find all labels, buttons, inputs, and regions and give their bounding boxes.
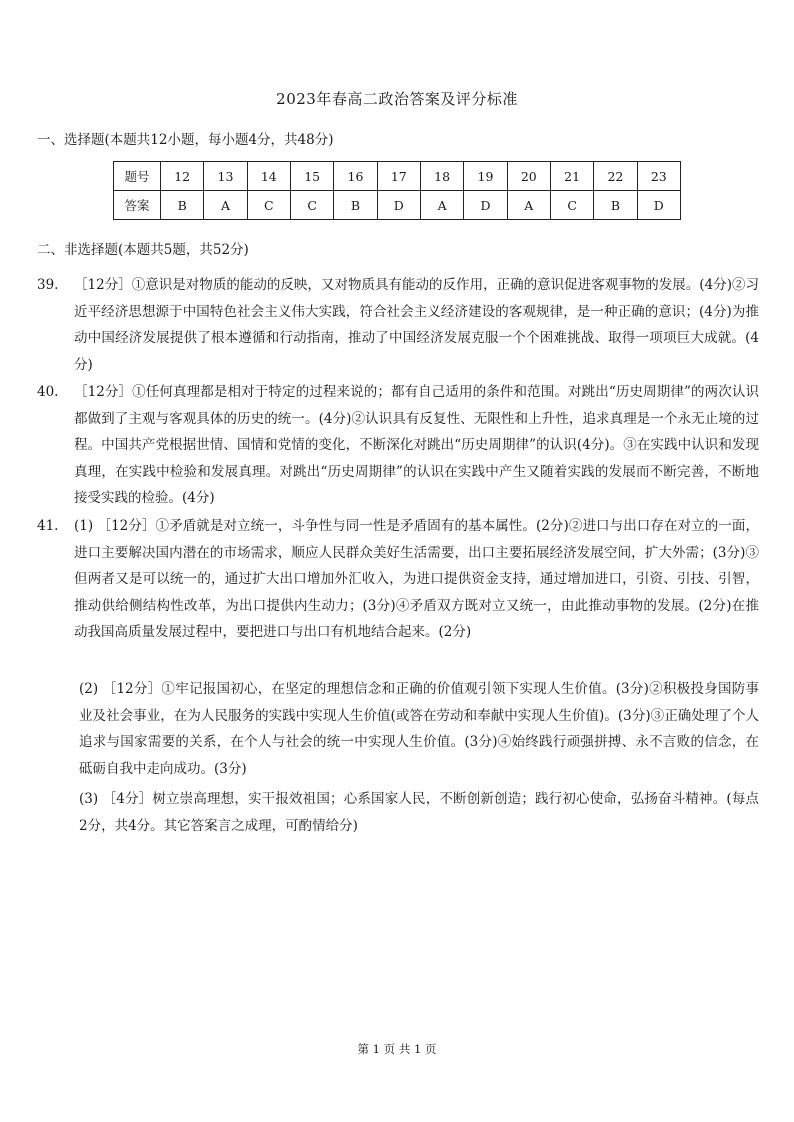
table-cell: 19 — [464, 162, 507, 191]
question-number: 39. — [37, 277, 59, 293]
table-cell: C — [550, 191, 593, 220]
question-39 — [37, 272, 759, 378]
table-cell: 21 — [550, 162, 593, 191]
section-heading-choice: 一、选择题(本题共12小题，每小题4分，共48分) — [37, 132, 334, 148]
table-header-cell: 答案 — [114, 191, 161, 220]
section-heading-essay: 二、非选择题(本题共5题，共52分) — [37, 242, 249, 258]
answer-table — [113, 161, 681, 220]
table-header-cell: 题号 — [114, 162, 161, 191]
page-title: 2023年春高二政治答案及评分标准 — [276, 90, 518, 108]
table-cell: 13 — [204, 162, 247, 191]
question-answer-part-3: (3) ［4分］树立崇高理想，实干报效祖国；心系国家人民，不断创新创造；践行初心使命，弘扬奋斗精神。(每点2分，共4分。其它答案言之成理，可酌情给分) — [79, 791, 759, 834]
table-cell: D — [464, 191, 507, 220]
question-answer-part-1: (1) ［12分］①矛盾就是对立统一，斗争性与同一性是矛盾固有的基本属性。(2分)②进口与出口存在对立的一面，进口主要解决国内潜在的市场需求，顺应人民群众美好生活需要，出口主要拓展经济发展空间，扩大外需；(3分)③但两者又是可以统一的，通过扩大出口增加外汇收入，为进口提供资金支持，通过增加进口，引资、引技、引智，推动供给侧结构性改革，为出口提供内生动力；(3分)④矛盾双方既对立又统一，由此推动事物的发展。(2分)在推动我国高质量发展过程中，要把进口与出口有机地结合起来。(2分) — [74, 518, 759, 640]
question-answer-part-2: (2) ［12分］①牢记报国初心，在坚定的理想信念和正确的价值观引领下实现人生价值。(3分)②积极投身国防事业及社会事业，在为人民服务的实践中实现人生价值(或答在劳动和奉献中实现人生价值)。(3分)③正确处理了个人追求与国家需要的关系，在个人与社会的统一中实现人生价值。(3分)④始终践行顽强拼搏、永不言败的信念，在砥砺自我中走向成功。(3分) — [79, 681, 759, 777]
table-cell: 16 — [334, 162, 377, 191]
table-cell: B — [334, 191, 377, 220]
table-cell: 15 — [290, 162, 333, 191]
table-cell: 23 — [637, 162, 680, 191]
table-row-answers — [114, 191, 681, 220]
question-number: 40. — [37, 384, 59, 400]
question-number: 41. — [37, 518, 59, 534]
table-cell: A — [204, 191, 247, 220]
table-cell: B — [161, 191, 204, 220]
table-cell: C — [290, 191, 333, 220]
table-row-numbers — [114, 162, 681, 191]
table-cell: B — [594, 191, 637, 220]
table-cell: D — [377, 191, 420, 220]
table-cell: A — [420, 191, 463, 220]
table-cell: A — [507, 191, 550, 220]
table-cell: C — [247, 191, 290, 220]
table-cell: 17 — [377, 162, 420, 191]
table-cell: 20 — [507, 162, 550, 191]
table-cell: 22 — [594, 162, 637, 191]
table-cell: 12 — [161, 162, 204, 191]
page-footer: 第 1 页 共 1 页 — [357, 1042, 437, 1056]
question-40 — [37, 379, 759, 512]
question-answer-text: ［12分］①意识是对物质的能动的反映，又对物质具有能动的反作用，正确的意识促进客观事物的发展。(4分)②习近平经济思想源于中国特色社会主义伟大实践，符合社会主义经济建设的客观规律，是一种正确的意识；(4分)为推动中国经济发展提供了根本遵循和行动指南，推动了中国经济发展克服一个个困难挑战、取得一项项巨大成就。(4分) — [74, 277, 759, 373]
table-cell: 14 — [247, 162, 290, 191]
question-answer-text: ［12分］①任何真理都是相对于特定的过程来说的；都有自己适用的条件和范围。对跳出“历史周期律”的两次认识都做到了主观与客观具体的历史的统一。(4分)②认识具有反复性、无限性和上升性，追求真理是一个永无止境的过程。中国共产党根据世情、国情和党情的变化，不断深化对跳出“历史周期律”的认识(4分)。③在实践中认识和发现真理，在实践中检验和发展真理。对跳出“历史周期律”的认识在实践中产生又随着实践的发展而不断完善，不断地接受实践的检验。(4分) — [74, 384, 759, 506]
question-41 — [37, 513, 759, 646]
table-cell: D — [637, 191, 680, 220]
table-cell: 18 — [420, 162, 463, 191]
